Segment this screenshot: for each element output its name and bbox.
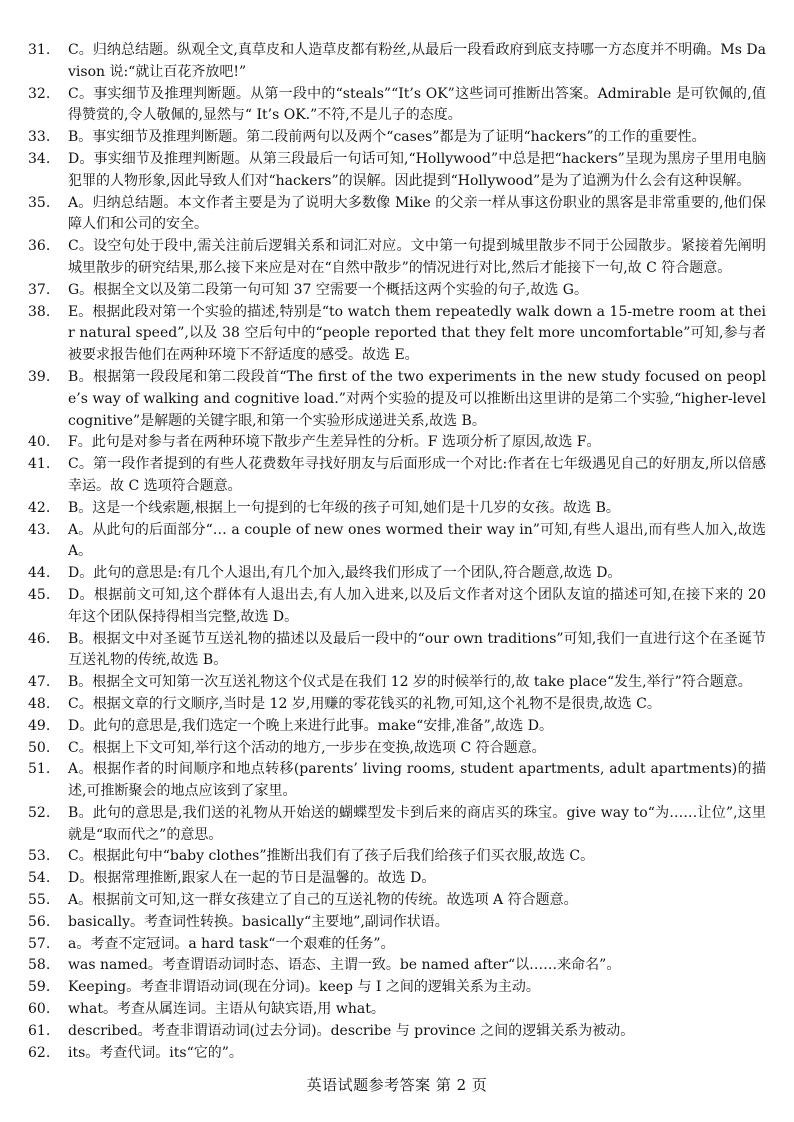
answer-explanation: G。根据全文以及第二段第一句可知 37 空需要一个概括这两个实验的句子,故选 G。 [68, 281, 588, 298]
answer-item [28, 498, 766, 520]
answer-explanation: F。此句是对参与者在两种环境下散步产生差异性的分析。F 选项分析了原因,故选 F。 [68, 434, 601, 451]
answer-item [28, 367, 766, 432]
answer-number: 46. [28, 630, 51, 647]
answer-number: 38. [28, 303, 51, 320]
answer-number: 32. [28, 85, 51, 102]
answer-explanation: its。考查代词。its“它的”。 [68, 1044, 243, 1061]
answer-explanation: D。根据常理推断,跟家人在一起的节日是温馨的。故选 D。 [68, 870, 436, 887]
answer-number: 33. [28, 129, 51, 146]
answer-item [28, 280, 766, 302]
answer-explanation: B。这是一个线索题,根据上一句提到的七年级的孩子可知,她们是十几岁的女孩。故选 B。 [68, 499, 620, 516]
answer-explanation: a。考查不定冠词。a hard task“一个艰难的任务”。 [68, 935, 395, 952]
answer-number: 47. [28, 674, 51, 691]
page-footer: 英语试题参考答案 第 2 页 [306, 1076, 488, 1094]
answer-number: 56. [28, 913, 51, 930]
answer-item [28, 694, 766, 716]
answer-item [28, 846, 766, 868]
answer-item [28, 236, 766, 280]
answer-number: 54. [28, 870, 51, 887]
answer-explanation: A。从此句的后面部分“… a couple of new ones wormed their way in”可知,有些人退出,而有些人加入,故选 A。 [68, 521, 766, 560]
answer-item [28, 955, 766, 977]
answer-number: 35. [28, 194, 51, 211]
answer-number: 37. [28, 281, 51, 298]
answer-explanation: B。根据全文可知第一次互送礼物这个仪式是在我们 12 岁的时候举行的,故 take place“发生,举行”符合题意。 [68, 674, 752, 691]
answer-item [28, 934, 766, 956]
answer-explanation: B。事实细节及推理判断题。第二段前两句以及两个“cases”都是为了证明“hackers”的工作的重要性。 [68, 129, 706, 146]
answer-number: 43. [28, 521, 51, 538]
answer-item [28, 890, 766, 912]
answer-number: 60. [28, 1001, 51, 1018]
answer-number: 45. [28, 586, 51, 603]
answer-number: 48. [28, 695, 51, 712]
answer-number: 42. [28, 499, 51, 516]
answer-number: 44. [28, 565, 51, 582]
answer-number: 52. [28, 804, 51, 821]
answer-item [28, 432, 766, 454]
answer-item [28, 738, 766, 760]
answer-explanation: A。根据前文可知,这一群女孩建立了自己的互送礼物的传统。故选项 A 符合题意。 [68, 892, 578, 909]
answer-number: 58. [28, 957, 51, 974]
answer-item [28, 672, 766, 694]
answer-list [28, 40, 766, 1064]
answer-item [28, 999, 766, 1021]
answer-item [28, 454, 766, 498]
answer-number: 55. [28, 892, 51, 909]
answer-explanation: C。根据上下文可知,举行这个活动的地方,一步步在变换,故选项 C 符合题意。 [68, 739, 546, 756]
answer-explanation: D。此句的意思是:有几个人退出,有几个加入,最终我们形成了一个团队,符合题意,故选 D。 [68, 565, 622, 582]
answer-item [28, 803, 766, 847]
answer-explanation: A。归纳总结题。本文作者主要是为了说明大多数像 Mike 的父亲一样从事这份职业的黑客是非常重要的,他们保障人们和公司的安全。 [68, 194, 766, 233]
answer-number: 40. [28, 434, 51, 451]
answer-item [28, 1021, 766, 1043]
answer-item [28, 629, 766, 673]
answer-explanation: D。根据前文可知,这个群体有人退出去,有人加入进来,以及后文作者对这个团队友谊的描述可知,在接下来的 20 年这个团队保持得相当完整,故选 D。 [68, 586, 766, 625]
answer-explanation: D。此句的意思是,我们选定一个晚上来进行此事。make“安排,准备”,故选 D。 [68, 717, 553, 734]
answer-explanation: basically。考查词性转换。basically“主要地”,副词作状语。 [68, 913, 449, 930]
answer-explanation: Keeping。考查非谓语动词(现在分词)。keep 与 I 之间的逻辑关系为主动。 [68, 979, 540, 996]
answer-item [28, 302, 766, 367]
answer-explanation: E。根据此段对第一个实验的描述,特别是“to watch them repeatedly walk down a 15-metre room at their natural speed”,以及 38 空后句中的“people reported that they felt more uncomfortable”可知,参与者被要求报告他们在两种环境下不舒适度的感受。故选 E。 [68, 303, 766, 364]
answer-item [28, 193, 766, 237]
answer-number: 57. [28, 935, 51, 952]
answer-item [28, 149, 766, 193]
answer-number: 53. [28, 848, 51, 865]
answer-explanation: C。第一段作者提到的有些人花费数年寻找好朋友与后面形成一个对比:作者在七年级遇见自己的好朋友,所以倍感幸运。故 C 选项符合题意。 [68, 456, 766, 494]
answer-number: 36. [28, 238, 51, 255]
answer-number: 31. [28, 42, 51, 58]
answer-explanation: B。此句的意思是,我们送的礼物从开始送的蝴蝶型发卡到后来的商店买的珠宝。give way to“为……让位”,这里就是“取而代之”的意思。 [68, 804, 766, 843]
answer-number: 34. [28, 150, 51, 167]
answer-item [28, 868, 766, 890]
answer-item [28, 716, 766, 738]
answer-item [28, 759, 766, 803]
answer-number: 50. [28, 739, 51, 756]
answer-item [28, 585, 766, 629]
answer-number: 39. [28, 368, 51, 385]
answer-item [28, 520, 766, 564]
answer-explanation: A。根据作者的时间顺序和地点转移(parents’ living rooms, student apartments, adult apartments)的描述,可推断聚会的地点应该到了家里。 [68, 761, 766, 800]
answer-number: 61. [28, 1022, 51, 1039]
answer-item [28, 40, 766, 84]
answer-item [28, 563, 766, 585]
answer-item [28, 1043, 766, 1065]
answer-item [28, 977, 766, 999]
answer-explanation: C。根据文章的行文顺序,当时是 12 岁,用赚的零花钱买的礼物,可知,这个礼物不是很贵,故选 C。 [68, 695, 661, 712]
answer-explanation: was named。考查谓语动词时态、语态、主谓一致。be named after“以……来命名”。 [68, 957, 621, 974]
answer-explanation: what。考查从属连词。主语从句缺宾语,用 what。 [68, 1001, 385, 1018]
answer-item [28, 127, 766, 149]
answer-explanation: C。事实细节及推理判断题。从第一段中的“steals”“It’s OK”这些词可推断出答案。Admirable 是可钦佩的,值得赞赏的,令人敬佩的,显然与“ It’s OK.”不符,不是儿子的态度。 [68, 85, 766, 124]
answer-number: 41. [28, 456, 51, 473]
answer-explanation: described。考查非谓语动词(过去分词)。describe 与 province 之间的逻辑关系为被动。 [68, 1022, 635, 1039]
answer-number: 59. [28, 979, 51, 996]
answer-explanation: C。根据此句中“baby clothes”推断出我们有了孩子后我们给孩子们买衣服,故选 C。 [68, 848, 595, 865]
answer-explanation: B。根据文中对圣诞节互送礼物的描述以及最后一段中的“our own traditions”可知,我们一直进行这个在圣诞节互送礼物的传统,故选 B。 [68, 630, 766, 669]
answer-number: 62. [28, 1044, 51, 1061]
answer-explanation: B。根据第一段段尾和第二段段首“The first of the two experiments in the new study focused on people’s way of walking and cognitive load.”对两个实验的提及可以推断出这里讲的是第二个实验,“higher-level cognitive”是解题的关键字眼,和第一个实验形成递进关系,故选 B。 [68, 368, 766, 429]
answer-item [28, 912, 766, 934]
answer-explanation: C。设空句处于段中,需关注前后逻辑关系和词汇对应。文中第一句提到城里散步不同于公园散步。紧接着先阐明城里散步的研究结果,那么接下来应是对在“自然中散步”的情况进行对比,然后才能接下一句,故 C 符合题意。 [68, 238, 766, 276]
answer-explanation: D。事实细节及推理判断题。从第三段最后一句话可知,“Hollywood”中总是把“hackers”呈现为黑房子里用电脑犯罪的人物形象,因此导致人们对“hackers”的误解。因此提到“Hollywood”是为了追溯为什么会有这种误解。 [68, 150, 766, 189]
answer-number: 51. [28, 761, 51, 778]
answer-item [28, 84, 766, 128]
answer-explanation: C。归纳总结题。纵观全文,真草皮和人造草皮都有粉丝,从最后一段看政府到底支持哪一方态度并不明确。Ms Davison 说:“就让百花齐放吧!” [68, 42, 766, 80]
answer-number: 49. [28, 717, 51, 734]
